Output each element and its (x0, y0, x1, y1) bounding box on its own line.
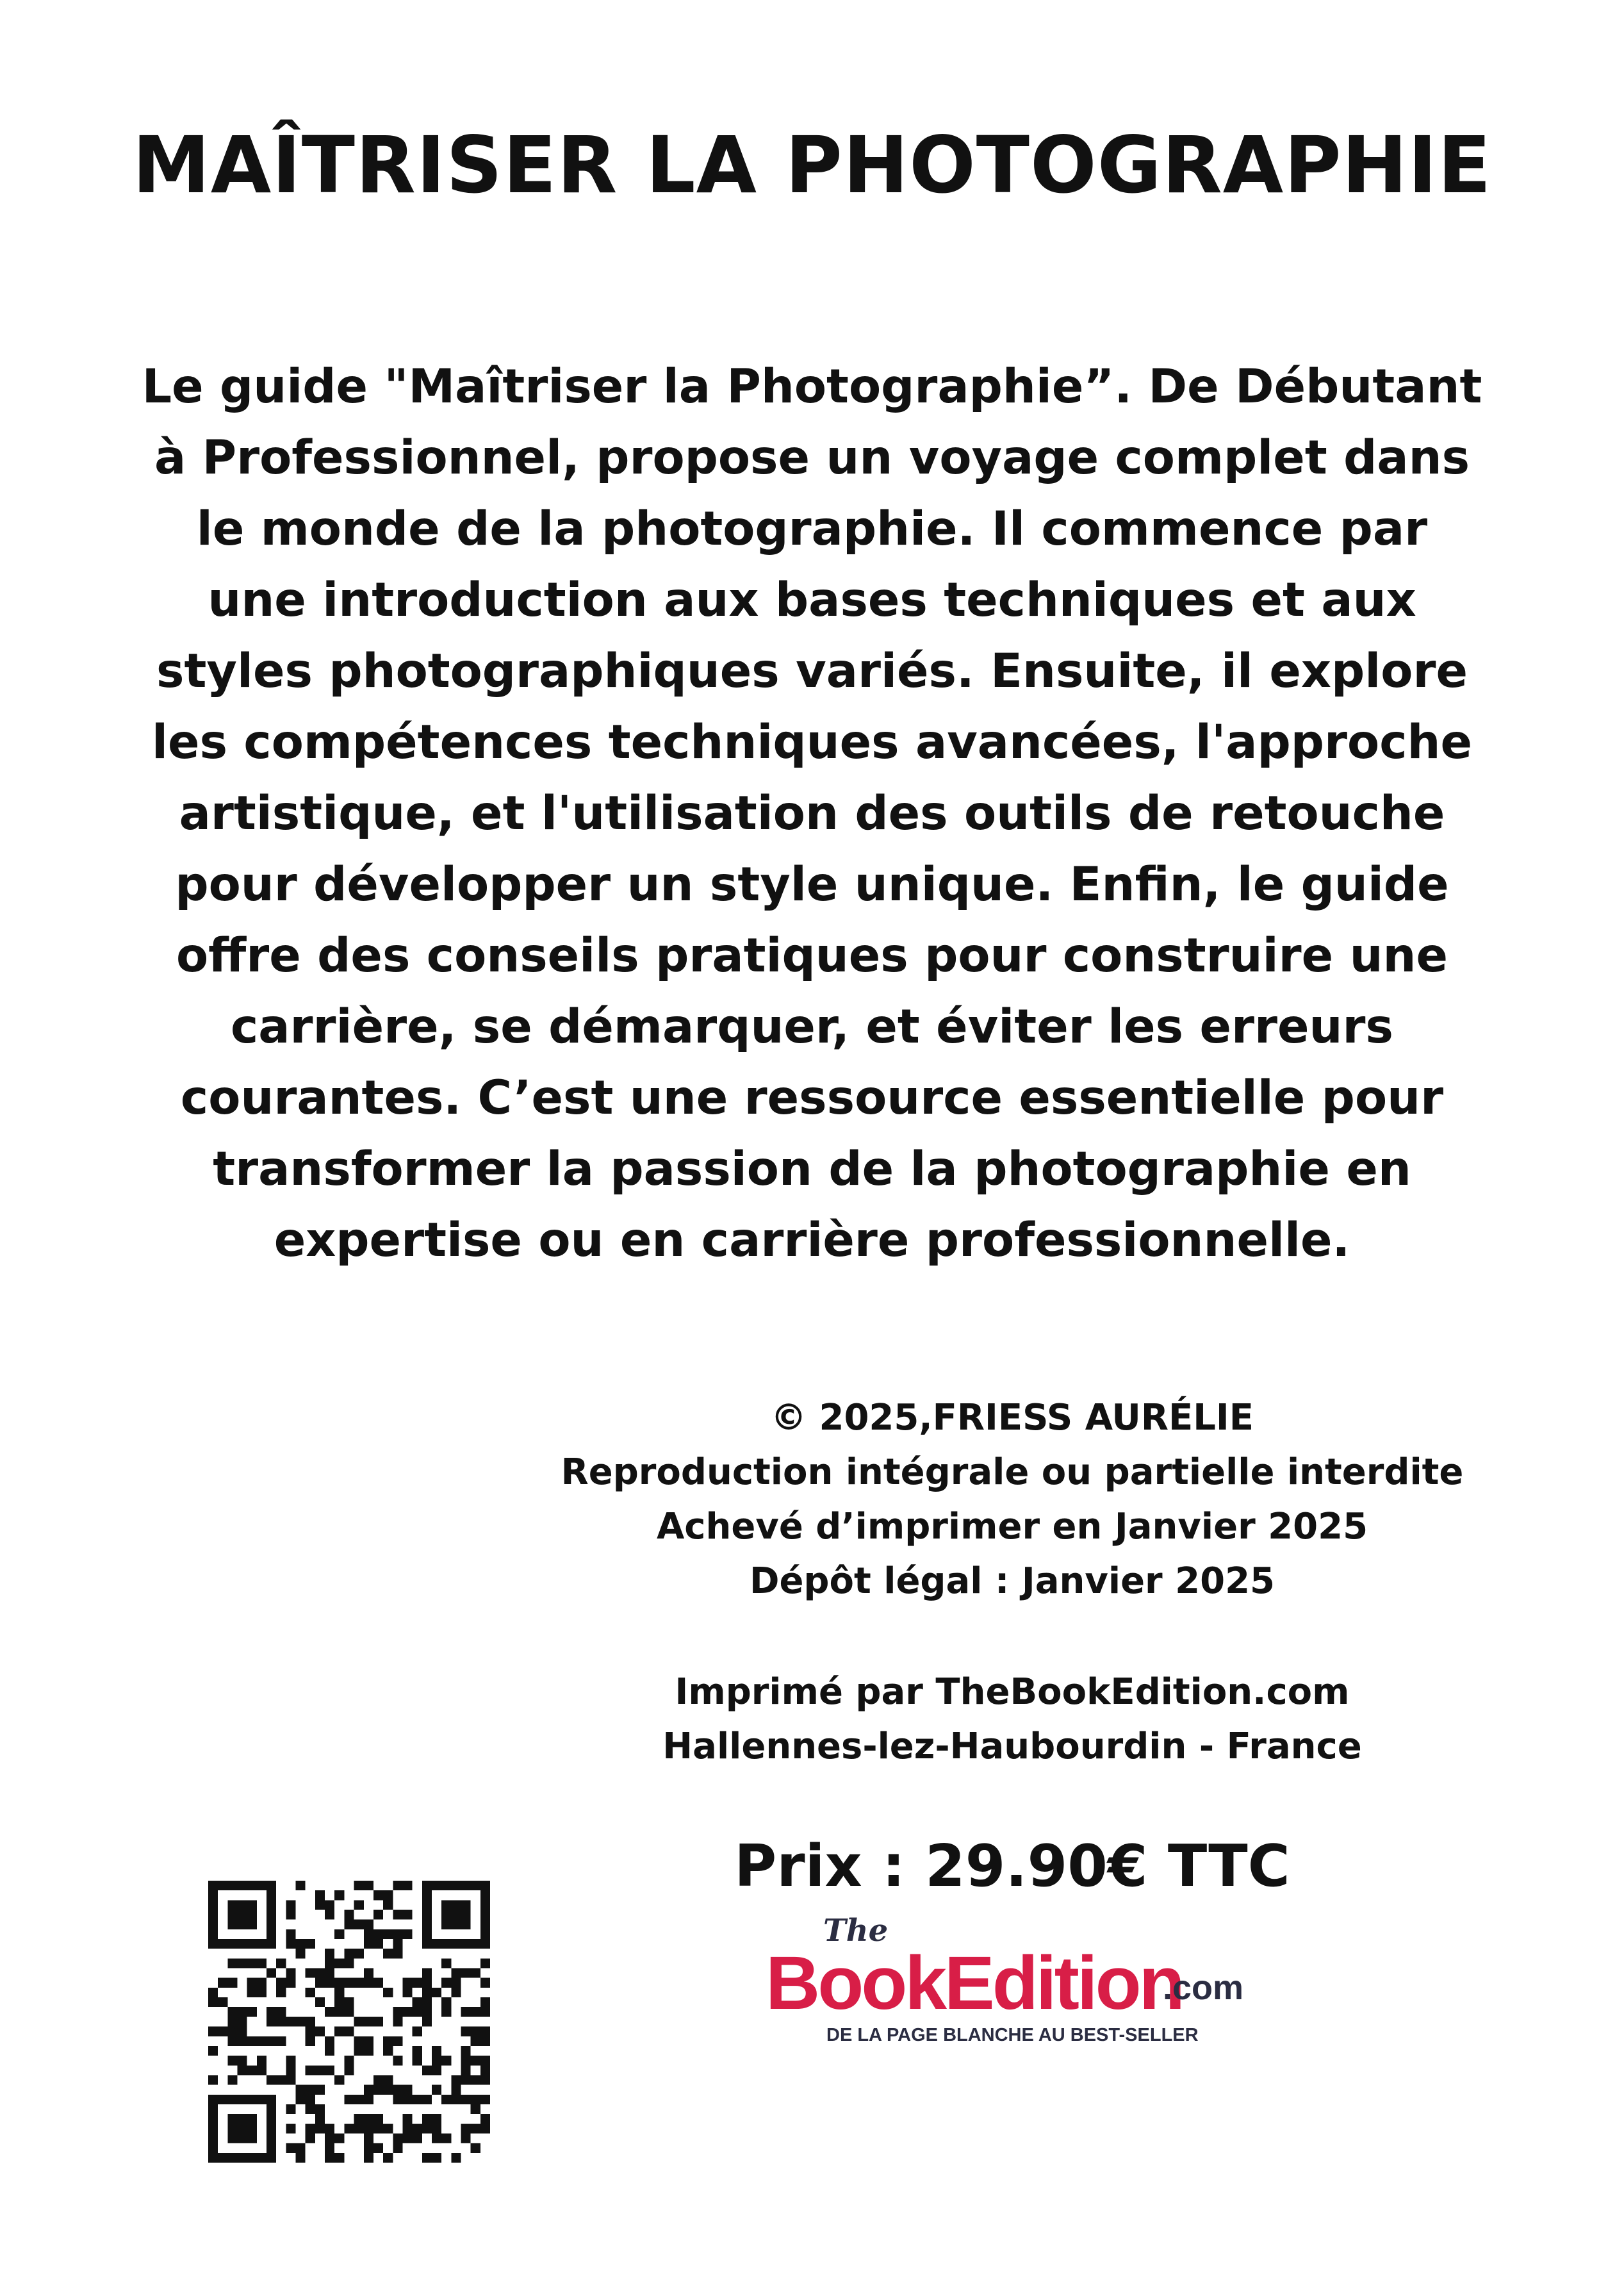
summary-line: offre des conseils pratiques pour construire une (176, 928, 1448, 983)
thebookedition-logo (766, 1913, 1278, 2054)
logo-the: The (823, 1913, 889, 1949)
printed-date-line: Achevé d’imprimer en Janvier 2025 (656, 1506, 1368, 1547)
summary-line: les compétences techniques avancées, l'approche (152, 715, 1472, 770)
summary-line: transformer la passion de la photographie en (213, 1142, 1411, 1196)
legal-notice (532, 1390, 1493, 1608)
price-label: Prix : 29.90€ TTC (734, 1833, 1290, 1900)
logo-brand: BookEdition (766, 1941, 1183, 2026)
qr-code-icon (208, 1881, 490, 2163)
summary-line: Le guide "Maîtriser la Photographie”. De Débutant (142, 359, 1482, 414)
summary-line: styles photographiques variés. Ensuite, il explore (156, 644, 1468, 698)
printer-info (532, 1665, 1493, 1774)
summary-line: à Professionnel, propose un voyage complet dans (154, 431, 1470, 485)
summary-line: courantes. C’est une ressource essentielle pour (180, 1071, 1444, 1125)
back-cover-summary (128, 351, 1496, 1276)
summary-line: le monde de la photographie. Il commence par (196, 502, 1428, 556)
printed-by-line: Imprimé par TheBookEdition.com (675, 1671, 1350, 1713)
summary-line: carrière, se démarquer, et éviter les erreurs (231, 1000, 1393, 1054)
book-title: MAÎTRISER LA PHOTOGRAPHIE (132, 120, 1492, 211)
summary-line: expertise ou en carrière professionnelle. (274, 1213, 1350, 1267)
copyright-line: © 2025,FRIESS AURÉLIE (771, 1397, 1254, 1439)
summary-line: pour développer un style unique. Enfin, le guide (175, 857, 1449, 912)
reproduction-line: Reproduction intégrale ou partielle interdite (561, 1451, 1464, 1493)
logo-dotcom: .com (1163, 1968, 1244, 2007)
legal-deposit-line: Dépôt légal : Janvier 2025 (749, 1560, 1275, 1602)
summary-line: une introduction aux bases techniques et aux (208, 573, 1416, 627)
summary-line: artistique, et l'utilisation des outils de retouche (179, 786, 1445, 841)
printer-location-line: Hallennes-lez-Haubourdin - France (662, 1726, 1362, 1767)
logo-tagline: DE LA PAGE BLANCHE AU BEST-SELLER (826, 2025, 1199, 2045)
